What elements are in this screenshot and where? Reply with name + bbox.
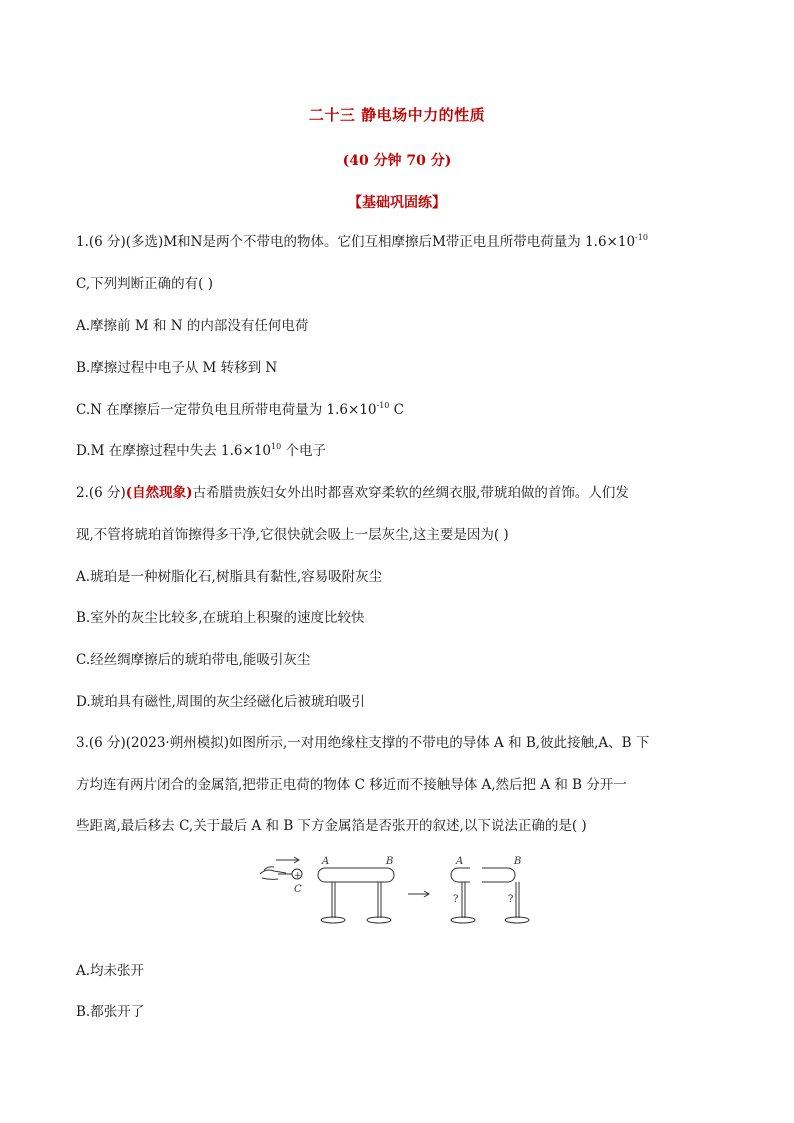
q1-stem-line1 <box>76 232 726 252</box>
q2-stem-line2: 现,不管将琥珀首饰擦得多干净,它很快就会吸上一层灰尘,这主要是因为( ) <box>76 527 509 543</box>
q2-stem-line1 <box>76 483 726 503</box>
base-b-right <box>505 917 529 923</box>
label-b-left: B <box>386 856 394 867</box>
q1-option-b: B.摩擦过程中电子从 M 转移到 N <box>76 360 278 376</box>
q1-option-a: A.摩擦前 M 和 N 的内部没有任何电荷 <box>76 318 309 334</box>
base-a-right <box>451 917 475 923</box>
q2-option-c: C.经丝绸摩擦后的琥珀带电,能吸引灰尘 <box>76 652 311 668</box>
q3-stem-line3: 些距离,最后移去 C,关于最后 A 和 B 下方金属箔是否张开的叙述,以下说法正确的是( ) <box>76 818 587 834</box>
q1-stem-text: 1.(6 分)(多选)M和N是两个不带电的物体。它们互相摩擦后M带正电且所带电荷量为 1.6×10 <box>76 234 636 250</box>
q2-option-b: B.室外的灰尘比较多,在琥珀上积聚的速度比较快 <box>76 610 365 626</box>
page-title: 二十三 静电场中力的性质 <box>308 106 486 124</box>
q3-stem-line2: 方均连有两片闭合的金属箔,把带正电荷的物体 C 移近而不接触导体 A,然后把 A 和 B 分开一 <box>76 777 627 793</box>
q1-stem-line2: C,下列判断正确的有( ) <box>76 276 213 292</box>
q2-category-tag: (自然现象) <box>125 485 193 501</box>
section-heading: 【基础巩固练】 <box>348 195 446 211</box>
base-b-left <box>367 917 391 923</box>
q2-stem-text: 古希腊贵族妇女外出时都喜欢穿柔软的丝绸衣服,带琥珀做的首饰。人们发 <box>192 485 629 501</box>
q3-option-b: B.都张开了 <box>76 1004 145 1020</box>
conductor-a <box>451 868 470 882</box>
conductor-figure <box>256 852 546 932</box>
q2-option-a: A.琥珀是一种树脂化石,树脂具有黏性,容易吸附灰尘 <box>76 569 383 585</box>
foil-question-a: ? <box>453 894 459 905</box>
q1-option-d-post: 个电子 <box>281 443 326 459</box>
q2-number: 2.(6 分) <box>76 485 126 501</box>
q1-option-c-post: C <box>389 402 405 418</box>
q1-option-c-exp: -10 <box>376 401 390 410</box>
base-a-left <box>321 917 345 923</box>
plus-sign: + <box>294 871 302 881</box>
q1-option-c <box>76 400 726 420</box>
conductor-b <box>482 868 515 882</box>
q1-option-d-pre: D.M 在摩擦过程中失去 1.6×10 <box>76 443 271 459</box>
q3-option-a: A.均未张开 <box>76 963 145 979</box>
foil-question-b: ? <box>508 894 514 905</box>
label-b-right: B <box>514 856 522 867</box>
label-c: C <box>294 884 302 895</box>
q1-option-d <box>76 441 726 461</box>
label-a-left: A <box>322 856 330 867</box>
q1-option-d-exp: 10 <box>271 442 282 451</box>
time-score: (40 分钟 70 分) <box>342 153 452 169</box>
q1-exponent: -10 <box>635 233 648 242</box>
hand-icon <box>260 867 286 880</box>
conductor-ab <box>318 868 394 882</box>
q1-option-c-pre: C.N 在摩擦后一定带负电且所带电荷量为 1.6×10 <box>76 402 377 418</box>
q3-stem-line1: 3.(6 分)(2023·朔州模拟)如图所示,一对用绝缘柱支撑的不带电的导体 A 和 B,彼此接触,A、B 下 <box>76 735 650 751</box>
label-a-right: A <box>456 856 464 867</box>
q2-option-d: D.琥珀具有磁性,周围的灰尘经磁化后被琥珀吸引 <box>76 694 365 710</box>
